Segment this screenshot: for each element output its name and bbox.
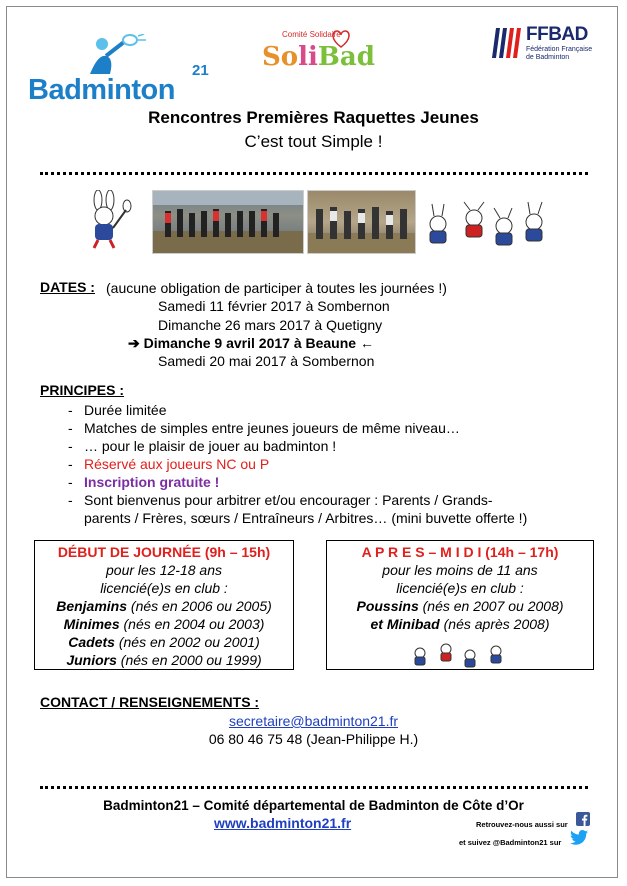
solibad-word: SoliBad: [262, 42, 375, 72]
date-item-3-row: [128, 334, 374, 352]
page-title: Rencontres Premières Raquettes Jeunes: [148, 108, 479, 127]
date-item-1: Samedi 11 février 2017 à Sombernon: [158, 298, 390, 314]
morning-line1: pour les 12-18 ans: [106, 562, 222, 578]
afternoon-line2: licencié(e)s en club :: [396, 580, 524, 596]
facebook-text: Retrouvez-nous aussi sur: [476, 820, 568, 829]
afternoon-cat: et Minibad: [370, 616, 440, 632]
morning-box: [34, 540, 294, 670]
ffbad-federation: Fédération Française de Badminton: [526, 46, 593, 61]
date-item-3: Dimanche 9 avril 2017 à Beaune: [143, 335, 357, 351]
twitter-icon[interactable]: [570, 830, 588, 845]
morning-years: (nés en 2000 ou 1999): [116, 652, 262, 668]
contact-email-row: [0, 712, 627, 730]
bullet-dash: -: [68, 456, 73, 472]
dates-heading: DATES :: [40, 279, 95, 295]
arrow-left-icon: ←: [359, 335, 374, 351]
bullet-dash: -: [68, 420, 73, 436]
mascot-rabbit-icon: [76, 190, 132, 250]
date-item-4: Samedi 20 mai 2017 à Sombernon: [158, 353, 375, 369]
badminton21-logo: [20, 34, 220, 104]
morning-years: (nés en 2002 ou 2001): [114, 634, 260, 650]
date-item-2: Dimanche 26 mars 2017 à Quetigny: [158, 317, 383, 333]
principe-item-2: Matches de simples entre jeunes joueurs de même niveau…: [84, 420, 460, 436]
morning-row: [35, 633, 293, 651]
morning-cat: Benjamins: [56, 598, 128, 614]
dates-note: (aucune obligation de participer à toutes les journées !): [106, 280, 447, 296]
afternoon-years: (nés en 2007 ou 2008): [418, 598, 564, 614]
morning-years: (nés en 2004 ou 2003): [119, 616, 265, 632]
twitter-text: et suivez @Badminton21 sur: [459, 838, 562, 847]
ffbad-flag-icon: [490, 24, 524, 60]
afternoon-box: [326, 540, 594, 670]
ffbad-name: FFBAD: [526, 24, 588, 45]
page-subtitle: C’est tout Simple !: [244, 132, 383, 151]
morning-years: (nés en 2006 ou 2005): [127, 598, 272, 614]
solibad-logo: [262, 30, 375, 90]
morning-line2: licencié(e)s en club :: [100, 580, 228, 596]
principes-heading: PRINCIPES :: [40, 382, 125, 398]
team-photo-1: [152, 190, 304, 254]
contact-phone: 06 80 46 75 48 (Jean-Philippe H.): [208, 731, 419, 747]
bullet-dash: -: [68, 402, 73, 418]
principe-item-6: Sont bienvenus pour arbitrer et/ou encourager : Parents / Grands-: [84, 492, 493, 508]
principe-item-3: … pour le plaisir de jouer au badminton !: [84, 438, 337, 454]
logo-number: 21: [192, 62, 209, 79]
logo-word: Badminton: [28, 74, 175, 106]
bullet-dash: -: [68, 474, 73, 490]
mascot-small-icon: [410, 639, 510, 669]
dotted-divider: [40, 172, 588, 175]
afternoon-cat: Poussins: [356, 598, 419, 614]
principe-item-4: Réservé aux joueurs NC ou P: [84, 456, 270, 472]
afternoon-row: [327, 615, 593, 633]
bullet-dash: -: [68, 438, 73, 454]
footer-org: Badminton21 – Comité départemental de Badminton de Côte d’Or: [103, 798, 524, 813]
morning-cat: Cadets: [68, 634, 115, 650]
dotted-divider: [40, 786, 588, 789]
bullet-dash: -: [68, 492, 73, 508]
morning-row: [35, 597, 293, 615]
afternoon-heading: A P R E S – M I D I (14h – 17h): [361, 544, 559, 560]
morning-row: [35, 651, 293, 669]
footer-website-row: [214, 814, 351, 832]
contact-email-link[interactable]: secretaire@badminton21.fr: [228, 713, 399, 729]
arrow-right-icon: ➔: [128, 335, 144, 351]
morning-row: [35, 615, 293, 633]
principe-item-6-cont: parents / Frères, sœurs / Entraîneurs / Arbitres… (mini buvette offerte !): [84, 510, 528, 526]
badminton-player-icon: [80, 34, 150, 78]
principe-item-1: Durée limitée: [84, 402, 167, 418]
morning-cat: Minimes: [63, 616, 120, 632]
facebook-icon[interactable]: [576, 812, 590, 826]
solibad-comite: Comité Solidaire: [282, 30, 341, 39]
morning-cat: Juniors: [66, 652, 117, 668]
footer-website-link[interactable]: www.badminton21.fr: [214, 815, 352, 831]
afternoon-row: [327, 597, 593, 615]
morning-heading: DÉBUT DE JOURNÉE (9h – 15h): [57, 544, 271, 560]
mascot-rabbits-icon: [424, 200, 552, 248]
principe-item-5: Inscription gratuite !: [84, 474, 220, 490]
afternoon-years: (nés après 2008): [439, 616, 550, 632]
afternoon-line1: pour les moins de 11 ans: [382, 562, 538, 578]
team-photo-2: [307, 190, 416, 254]
contact-heading: CONTACT / RENSEIGNEMENTS :: [40, 694, 260, 710]
ffbad-logo: [490, 22, 610, 70]
